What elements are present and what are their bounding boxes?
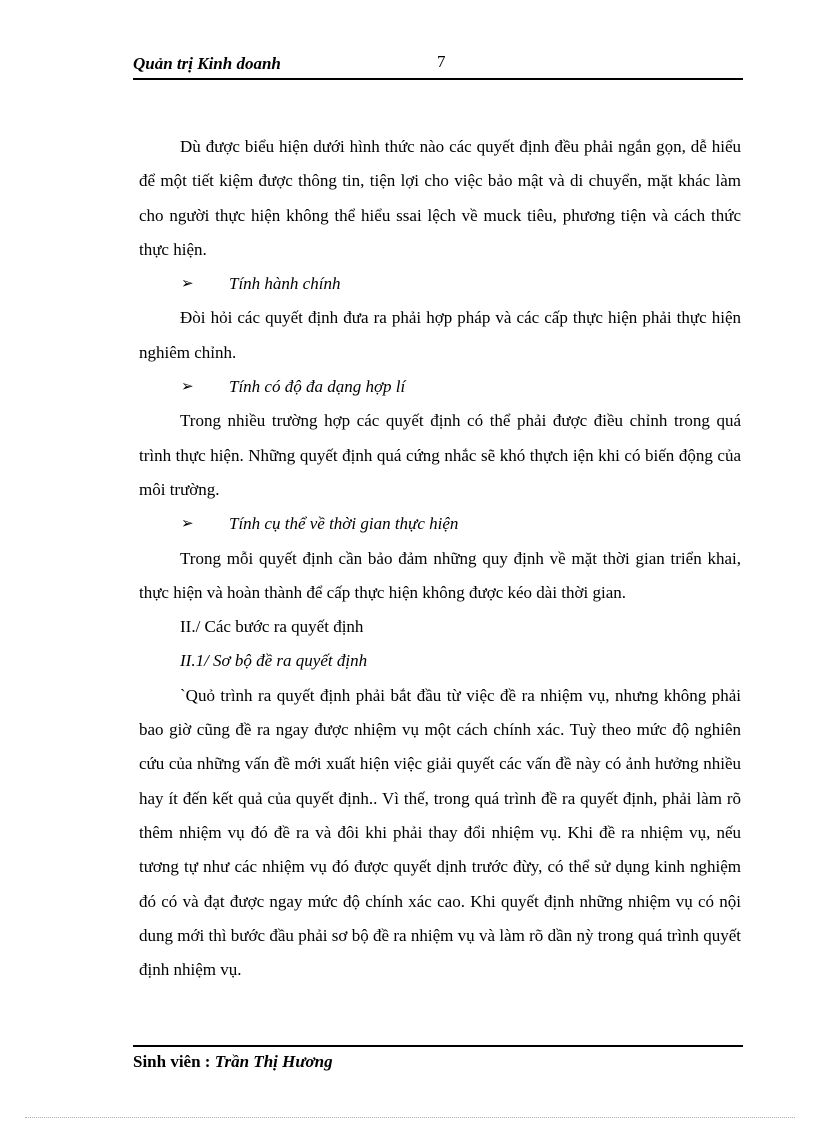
footer-author <box>133 1052 333 1072</box>
page-number: 7 <box>437 52 446 71</box>
arrow-bullet-icon: ➢ <box>181 276 194 293</box>
document-body <box>139 130 741 987</box>
paragraph-2: Đòi hỏi các quyết định đưa ra phải hợp pháp và các cấp thực hiện phải thực hiện nghiêm chỉnh. <box>139 308 741 362</box>
arrow-bullet-icon: ➢ <box>181 516 194 533</box>
paragraph-4: Trong mỗi quyết định cần bảo đảm những quy định về mặt thời gian triển khai, thực hiện và hoàn thành để cấp thực hiện không được kéo dài thời gian. <box>139 548 741 602</box>
bullet-item-1 <box>139 267 741 301</box>
page-bottom-border <box>25 1117 795 1118</box>
paragraph-1: Dù được biểu hiện dưới hình thức nào các quyết định đều phải ngắn gọn, dễ hiểu để một tiết kiệm được thông tin, tiện lợi cho việc bảo mật và di chuyển, mặt khác làm cho người thực hiện không thể hiểu ssai lệch về muck tiêu, phương tiện và cách thức thực hiện. <box>139 137 741 259</box>
page-header <box>133 52 743 80</box>
section-heading: II./ Các bước ra quyết định <box>180 617 364 637</box>
footer-label: Sinh viên : <box>133 1052 215 1071</box>
arrow-bullet-icon: ➢ <box>181 379 194 396</box>
subsection-heading: II.1/ Sơ bộ đề ra quyết định <box>180 651 368 671</box>
bullet-text-3: Tính cụ thể về thời gian thực hiện <box>229 514 459 534</box>
paragraph-3: Trong nhiều trường hợp các quyết định có thể phải được điều chỉnh trong quá trình thực hiện. Những quyết định quá cứng nhắc sẽ khó thựch iện khi có biến động của môi trường. <box>139 411 741 499</box>
header-title: Quản trị Kinh doanh <box>133 54 281 73</box>
bullet-text-2: Tính có độ đa dạng hợp lí <box>229 377 406 397</box>
bullet-item-2 <box>139 370 741 404</box>
author-name: Trần Thị Hương <box>214 1052 333 1071</box>
bullet-text-1: Tính hành chính <box>229 274 341 294</box>
page-footer <box>133 1045 743 1071</box>
bullet-item-3 <box>139 507 741 541</box>
paragraph-5: `Quỏ trình ra quyết định phải bắt đầu từ việc đề ra nhiệm vụ, nhưng không phải bao giờ cũng đề ra ngay được nhiệm vụ một cách chính xác. Tuỳ theo mức độ nghiên cứu của những vấn đề mới xuất hiện việc giải quyết các vấn đề này có ảnh hưởng nhiều hay ít đến kết quả của quyết định.. Vì thế, trong quá trình đề ra quyết định, phải làm rõ thêm nhiệm vụ đó đề ra và đôi khi phải thay đổi nhiệm vụ. Khi đề ra nhiệm vụ, nếu tương tự như các nhiệm vụ đó được quyết dịnh trước đừy, có thể sử dụng kinh nghiệm đó có và đạt được ngay mức độ chính xác cao. Khi quyết định những nhiệm vụ có nội dung mới thì bước đầu phải sơ bộ đề ra nhiệm vụ và làm rõ dần nỳ trong quá trình quyết định nhiệm vụ. <box>139 685 741 980</box>
